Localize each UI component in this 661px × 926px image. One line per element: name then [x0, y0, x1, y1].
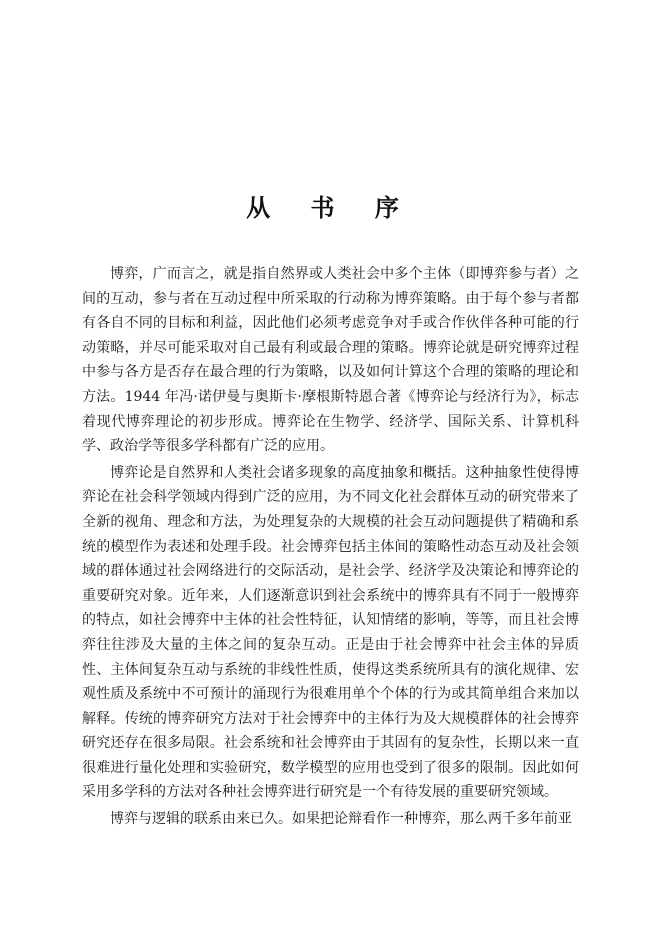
paragraph-2: 博弈论是自然界和人类社会诸多现象的高度抽象和概括。这种抽象性使得博弈论在社会科学领域内得到广泛的应用，为不同文化社会群体互动的研究带来了全新的视角、理念和方法，为处理复杂的大规模的社会互动问题提供了精确和系统的模型作为表述和处理手段。社会博弈包括主体间的策略性动态互动及社会领域的群体通过社会网络进行的交际活动，是社会学、经济学及决策论和博弈论的重要研究对象。近年来，人们逐渐意识到社会系统中的博弈具有不同于一般博弈的特点，如社会博弈中主体的社会性特征，认知情绪的影响，等等，而且社会博弈往往涉及大量的主体之间的复杂互动。正是由于社会博弈中社会主体的异质性、主体间复杂互动与系统的非线性性质，使得这类系统所具有的演化规律、宏观性质及系统中不可预计的涌现行为很难用单个个体的行为或其简单组合来加以解释。传统的博弈研究方法对于社会博弈中的主体行为及大规模群体的社会博弈研究还存在很多局限。社会系统和社会博弈由于其固有的复杂性，长期以来一直很难进行量化处理和实验研究，数学模型的应用也受到了很多的限制。因此如何采用多学科的方法对各种社会博弈进行研究是一个有待发展的重要研究领域。 — [82, 464, 579, 801]
paragraph-1: 博弈，广而言之，就是指自然界或人类社会中多个主体（即博弈参与者）之间的互动，参与者在互动过程中所采取的行动称为博弈策略。由于每个参与者都有各自不同的目标和利益，因此他们必须考虑竞争对手或合作伙伴各种可能的行动策略，并尽可能采取对自己最有利或最合理的策略。博弈论就是研究博弈过程中参与各方是否存在最合理的行为策略，以及如何计算这个合理的策略的理论和方法。1944 年冯·诺伊曼与奥斯卡·摩根斯特恩合著《博弈论与经济行为》，标志着现代博弈理论的初步形成。博弈论在生物学、经济学、国际关系、计算机科学、政治学等很多学科都有广泛的应用。 — [82, 266, 579, 455]
paragraph-3: 博弈与逻辑的联系由来已久。如果把论辩看作一种博弈，那么两千多年前亚 — [110, 811, 572, 828]
body-text — [82, 262, 579, 832]
page-title: 从 书 序 — [246, 193, 415, 222]
